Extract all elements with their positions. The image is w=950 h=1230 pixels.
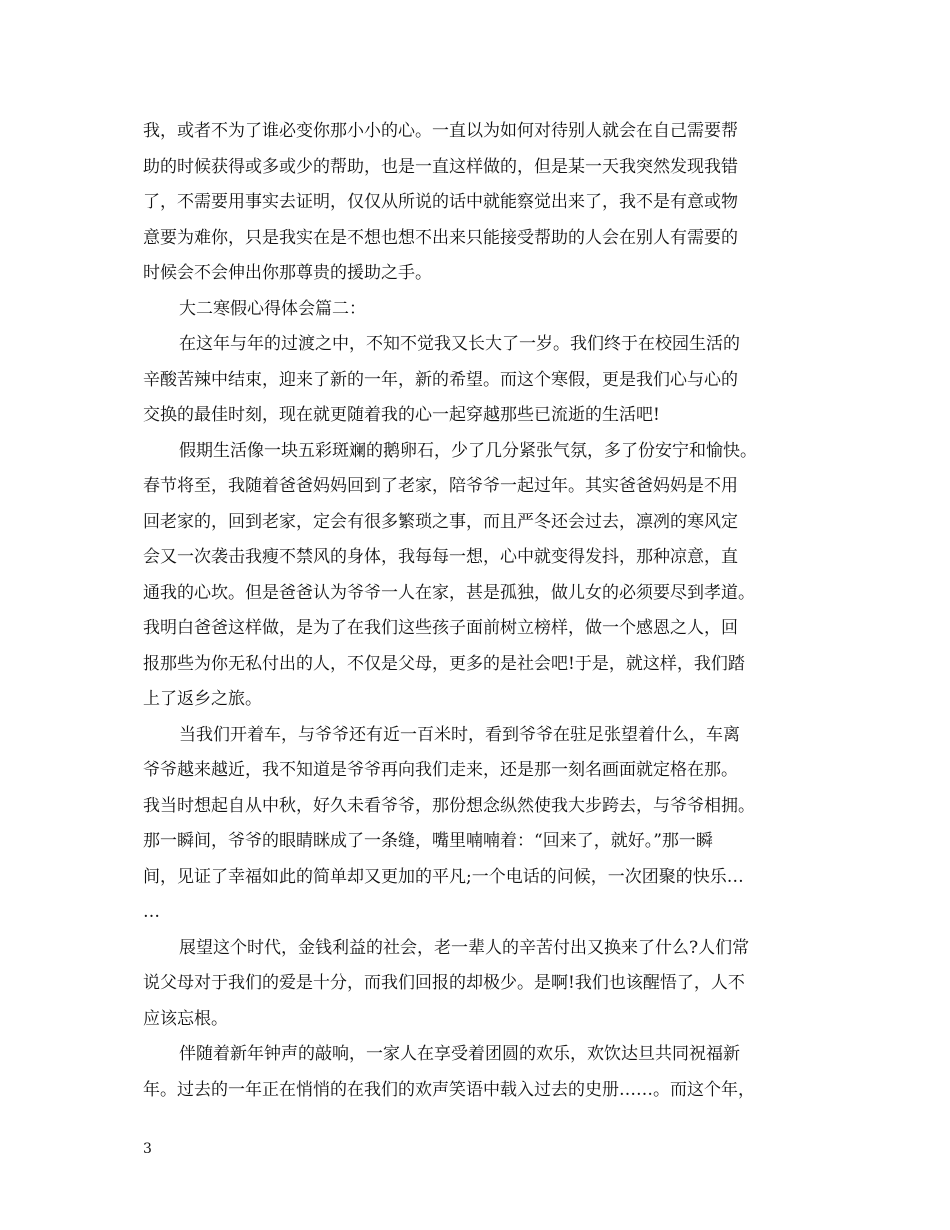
text-line: 上了返乡之旅。 (143, 689, 262, 709)
text-line: … (143, 902, 160, 922)
text-line: 会又一次袭击我瘦不禁风的身体，我每每一想，心中就变得发抖，那种凉意，直 (143, 547, 738, 567)
text-line: 展望这个时代，金钱利益的社会，老一辈人的辛苦付出又换来了什么?人们常 (179, 937, 750, 958)
text-line: 大二寒假心得体会篇二： (179, 298, 366, 319)
text-line: 间，见证了幸福如此的简单却又更加的平凡;一个电话的问候，一次团聚的快乐… (143, 866, 744, 887)
text-line: 说父母对于我们的爱是十分，而我们回报的却极少。是啊!我们也该醒悟了，人不 (143, 973, 745, 993)
text-line: 通我的心坎。但是爸爸认为爷爷一人在家，甚是孤独，做儿女的必须要尽到孝道。 (143, 582, 755, 603)
text-line: 那一瞬间，爷爷的眼睛眯成了一条缝，嘴里喃喃着：“回来了，就好。”那一瞬 (143, 831, 713, 851)
text-line: 回老家的，回到老家，定会有很多繁琐之事，而且严冬还会过去，凛冽的寒风定 (143, 511, 738, 532)
text-line: 交换的最佳时刻，现在就更随着我的心一起穿越那些已流逝的生活吧! (143, 405, 660, 425)
text-line: 在这年与年的过渡之中，不知不觉我又长大了一岁。我们终于在校园生活的 (179, 334, 740, 354)
text-line: 报那些为你无私付出的人，不仅是父母，更多的是社会吧!于是，就这样，我们踏 (143, 653, 745, 674)
text-line: 春节将至，我随着爸爸妈妈回到了老家，陪爷爷一起过年。其实爸爸妈妈是不用 (143, 476, 738, 496)
text-line: 假期生活像一块五彩斑斓的鹅卵石，少了几分紧张气氛，多了份安宁和愉快。 (179, 440, 757, 461)
text-line: 爷爷越来越近，我不知道是爷爷再向我们走来，还是那一刻名画面就定格在那。 (143, 760, 738, 780)
text-line: 意要为难你，只是我实在是不想也想不出来只能接受帮助的人会在别人有需要的 (143, 227, 738, 248)
text-line: 我当时想起自从中秋，好久未看爷爷，那份想念纵然使我大步跨去，与爷爷相拥。 (143, 795, 755, 816)
text-line: 应该忘根。 (143, 1008, 228, 1029)
text-line: 我明白爸爸这样做，是为了在我们这些孩子面前树立榜样，做一个感恩之人，回 (143, 618, 738, 638)
text-line: 辛酸苦辣中结束，迎来了新的一年，新的希望。而这个寒假，更是我们心与心的 (143, 369, 738, 390)
text-line: 助的时候获得或多或少的帮助，也是一直这样做的，但是某一天我突然发现我错 (143, 156, 738, 177)
page-number: 3 (143, 1141, 152, 1157)
text-line: 伴随着新年钟声的敲响，一家人在享受着团圆的欢乐，欢饮达旦共同祝福新 (179, 1044, 740, 1064)
text-line: 时候会不会伸出你那尊贵的援助之手。 (143, 263, 432, 283)
text-line: 年。过去的一年正在悄悄的在我们的欢声笑语中载入过去的史册……。而这个年， (143, 1079, 755, 1100)
body-text (143, 114, 823, 1108)
text-line: 了，不需要用事实去证明，仅仅从所说的话中就能察觉出来了，我不是有意或物 (143, 192, 738, 212)
text-line: 我，或者不为了谁必变你那小小的心。一直以为如何对待别人就会在自己需要帮 (143, 121, 738, 141)
text-line: 当我们开着车，与爷爷还有近一百米时，看到爷爷在驻足张望着什么，车离 (179, 724, 740, 745)
